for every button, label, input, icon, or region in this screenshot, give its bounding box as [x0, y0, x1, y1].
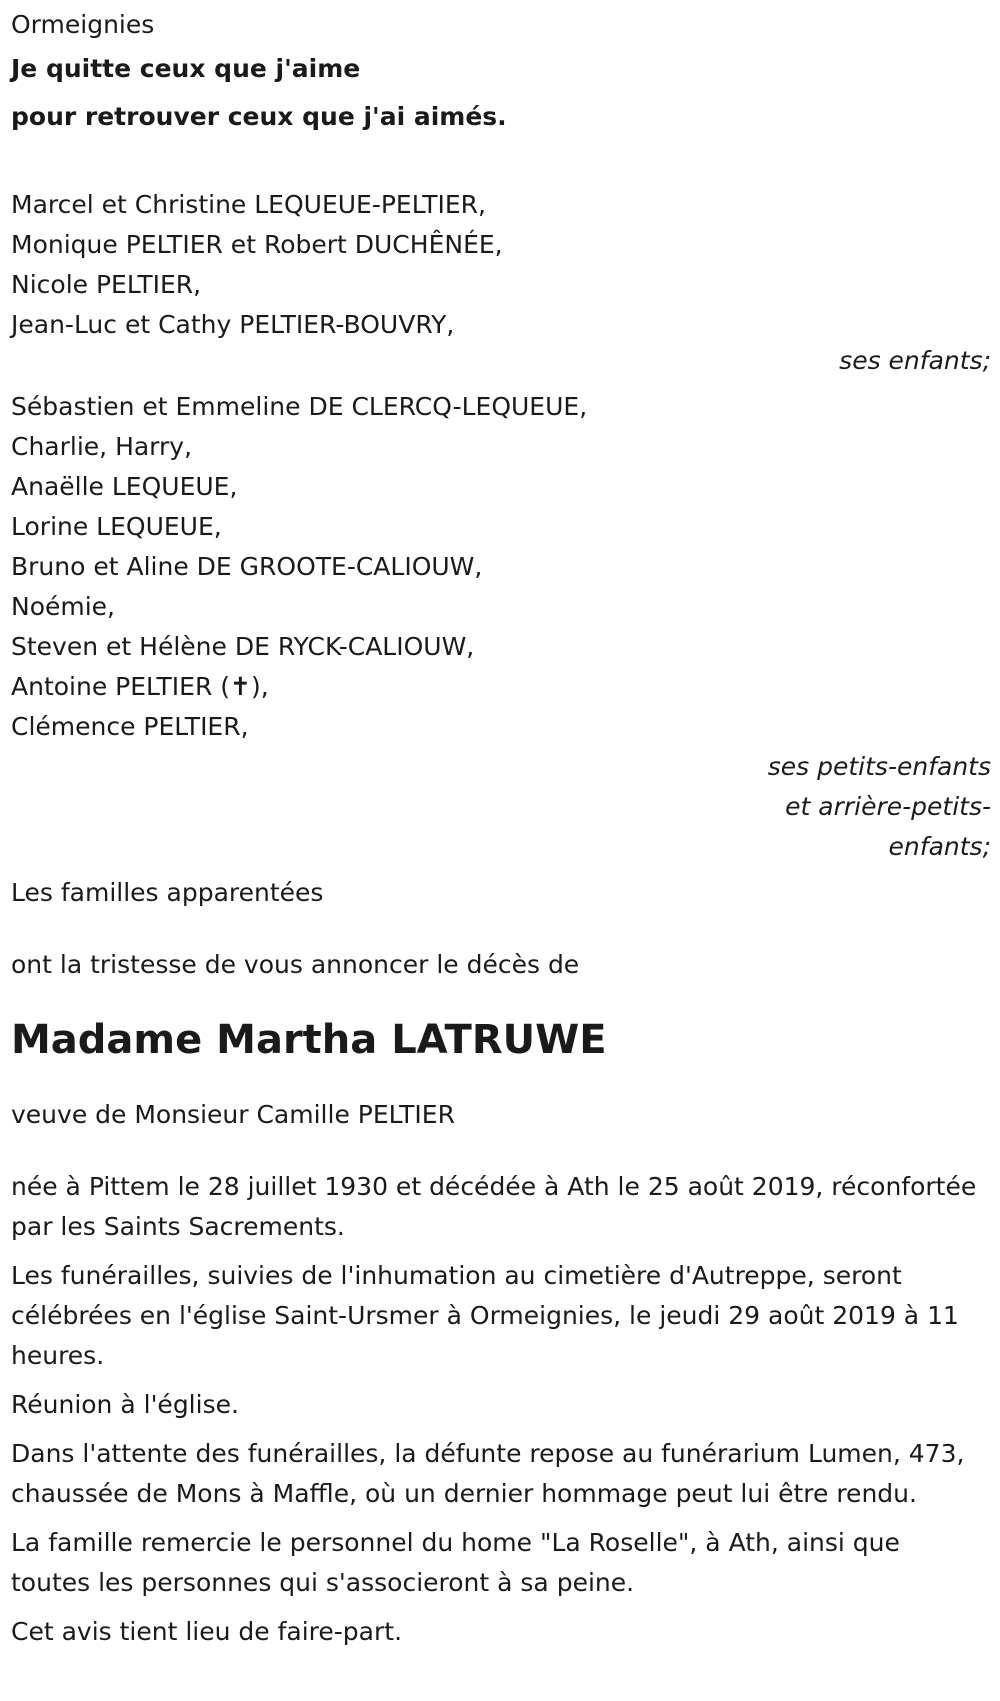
funeral-paragraph: Les funérailles, suivies de l'inhumation au cimetière d'Autreppe, seront célébrées en l'église Saint-Ursmer à Ormeignies, le jeudi 29 août 2019 à 11 heures. — [11, 1261, 959, 1370]
poem-line-1: Je quitte ceux que j'aime — [11, 54, 361, 83]
location: Ormeignies — [11, 10, 155, 39]
details — [11, 1167, 991, 1652]
grandchildren-role-line: ses petits-enfants — [767, 752, 991, 781]
children-role: ses enfants; — [839, 346, 991, 375]
family-member: Nicole PELTIER, — [11, 270, 202, 299]
grandchildren-list — [11, 387, 991, 747]
family-member: Marcel et Christine LEQUEUE-PELTIER, — [11, 190, 486, 219]
deceased-name: Madame Martha LATRUWE — [11, 1017, 607, 1063]
meeting-paragraph: Réunion à l'église. — [11, 1390, 239, 1419]
funerarium-paragraph: Dans l'attente des funérailles, la défunte repose au funérarium Lumen, 473, chaussée de Mons à Maffle, où un dernier hommage peut lui être rendu. — [11, 1439, 965, 1508]
birth-death-paragraph: née à Pittem le 28 juillet 1930 et décédée à Ath le 25 août 2019, réconfortée par les Saints Sacrements. — [11, 1172, 977, 1241]
obituary-notice — [11, 0, 991, 1661]
family-member: Steven et Hélène DE RYCK-CALIOUW, — [11, 632, 475, 661]
thanks-paragraph: La famille remercie le personnel du home "La Roselle", à Ath, ainsi que toutes les personnes qui s'associeront à sa peine. — [11, 1528, 900, 1597]
family-member: Jean-Luc et Cathy PELTIER-BOUVRY, — [11, 310, 455, 339]
family-member: Bruno et Aline DE GROOTE-CALIOUW, — [11, 552, 483, 581]
grandchildren-role-line: enfants; — [888, 832, 991, 861]
announcement: ont la tristesse de vous annoncer le décès de — [11, 950, 580, 979]
notice-paragraph: Cet avis tient lieu de faire-part. — [11, 1617, 403, 1646]
families-line: Les familles apparentées — [11, 878, 324, 907]
family-member: Lorine LEQUEUE, — [11, 512, 222, 541]
family-member: Sébastien et Emmeline DE CLERCQ-LEQUEUE, — [11, 392, 588, 421]
family-member: Charlie, Harry, — [11, 432, 193, 461]
poem-line-2: pour retrouver ceux que j'ai aimés. — [11, 102, 507, 131]
family-member: Anaëlle LEQUEUE, — [11, 472, 238, 501]
family-member: Clémence PELTIER, — [11, 712, 249, 741]
children-list — [11, 185, 991, 345]
grandchildren-role — [11, 747, 991, 867]
family-member: Noémie, — [11, 592, 116, 621]
grandchildren-role-line: et arrière-petits- — [785, 792, 991, 821]
widow-of: veuve de Monsieur Camille PELTIER — [11, 1100, 455, 1129]
family-member: Monique PELTIER et Robert DUCHÊNÉE, — [11, 230, 503, 259]
family-member: Antoine PELTIER (✝), — [11, 672, 269, 701]
